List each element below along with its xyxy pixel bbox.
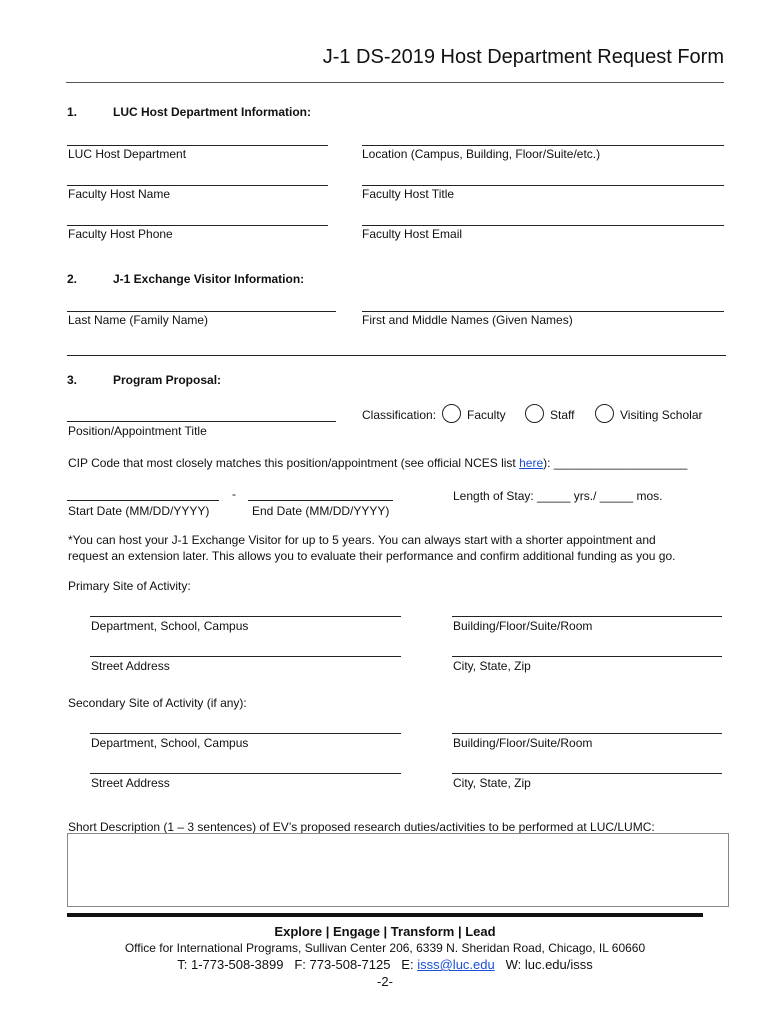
primary-site-label: Primary Site of Activity: xyxy=(68,579,191,593)
page-number: -2- xyxy=(377,974,393,989)
title-divider xyxy=(66,82,724,83)
footer-fax: F: 773-508-7125 xyxy=(294,957,391,972)
faculty-host-title-field[interactable] xyxy=(362,185,724,186)
last-name-label: Last Name (Family Name) xyxy=(68,313,209,327)
start-date-label: Start Date (MM/DD/YYYY) xyxy=(68,504,210,518)
primary-city-label: City, State, Zip xyxy=(453,659,531,673)
staff-option-label: Staff xyxy=(550,408,575,422)
faculty-host-name-label: Faculty Host Name xyxy=(68,187,171,201)
footer-divider xyxy=(67,913,703,917)
footer-email-label: E: xyxy=(401,957,414,972)
faculty-radio[interactable] xyxy=(442,404,461,423)
primary-department-field[interactable] xyxy=(90,616,401,617)
visiting-scholar-option-label: Visiting Scholar xyxy=(620,408,703,422)
secondary-site-label: Secondary Site of Activity (if any): xyxy=(68,696,247,710)
staff-radio[interactable] xyxy=(525,404,544,423)
nces-list-link[interactable]: here xyxy=(519,456,544,470)
cip-code-text: CIP Code that most closely matches this position/appointment (see official NCES list xyxy=(68,456,520,470)
short-description-label: Short Description (1 – 3 sentences) of EV’s proposed research duties/activities to be performed at LUC/LUMC: xyxy=(68,820,655,834)
section2-heading: J-1 Exchange Visitor Information: xyxy=(113,272,305,286)
secondary-city-label: City, State, Zip xyxy=(453,776,531,790)
secondary-building-field[interactable] xyxy=(452,733,722,734)
end-date-field[interactable] xyxy=(248,500,393,501)
faculty-host-email-label: Faculty Host Email xyxy=(362,227,463,241)
faculty-host-title-label: Faculty Host Title xyxy=(362,187,455,201)
visiting-scholar-radio[interactable] xyxy=(595,404,614,423)
secondary-street-field[interactable] xyxy=(90,773,401,774)
section3-heading: Program Proposal: xyxy=(113,373,222,387)
end-date-label: End Date (MM/DD/YYYY) xyxy=(252,504,390,518)
footer-phone: T: 1-773-508-3899 xyxy=(177,957,284,972)
short-description-textbox[interactable] xyxy=(67,833,729,907)
start-date-field[interactable] xyxy=(67,500,219,501)
host-department-field[interactable] xyxy=(67,145,328,146)
faculty-host-email-field[interactable] xyxy=(362,225,724,226)
primary-street-field[interactable] xyxy=(90,656,401,657)
last-name-field[interactable] xyxy=(67,311,336,312)
secondary-building-label: Building/Floor/Suite/Room xyxy=(453,736,593,750)
primary-building-field[interactable] xyxy=(452,616,722,617)
primary-building-label: Building/Floor/Suite/Room xyxy=(453,619,593,633)
location-label: Location (Campus, Building, Floor/Suite/etc.) xyxy=(362,147,601,161)
cip-code-line xyxy=(68,456,687,470)
faculty-host-phone-field[interactable] xyxy=(67,225,328,226)
secondary-city-field[interactable] xyxy=(452,773,722,774)
position-title-field[interactable] xyxy=(67,421,336,422)
secondary-street-label: Street Address xyxy=(91,776,170,790)
section2-divider xyxy=(67,355,726,356)
appointment-note-line1: *You can host your J-1 Exchange Visitor for up to 5 years. You can always start with a shorter appointment and xyxy=(68,533,656,547)
position-title-label: Position/Appointment Title xyxy=(68,424,207,438)
date-range-dash: - xyxy=(232,487,236,501)
faculty-host-phone-label: Faculty Host Phone xyxy=(68,227,173,241)
first-middle-name-label: First and Middle Names (Given Names) xyxy=(362,313,573,327)
secondary-department-label: Department, School, Campus xyxy=(91,736,249,750)
first-middle-name-field[interactable] xyxy=(362,311,724,312)
footer-contact xyxy=(0,957,770,972)
appointment-note-line2: request an extension later. This allows you to evaluate their performance and confirm additional funding as you go. xyxy=(68,549,676,563)
footer-tagline: Explore | Engage | Transform | Lead xyxy=(274,924,496,939)
faculty-option-label: Faculty xyxy=(467,408,506,422)
secondary-department-field[interactable] xyxy=(90,733,401,734)
location-field[interactable] xyxy=(362,145,724,146)
cip-code-blank[interactable]: ): ____________________ xyxy=(543,456,688,470)
primary-city-field[interactable] xyxy=(452,656,722,657)
host-department-label: LUC Host Department xyxy=(68,147,187,161)
classification-label: Classification: xyxy=(362,408,437,422)
footer-address: Office for International Programs, Sullivan Center 206, 6339 N. Sheridan Road, Chicago, IL 60660 xyxy=(124,941,646,955)
footer-email-link[interactable]: isss@luc.edu xyxy=(417,957,495,972)
primary-department-label: Department, School, Campus xyxy=(91,619,249,633)
footer-web: W: luc.edu/isss xyxy=(505,957,593,972)
length-of-stay[interactable]: Length of Stay: _____ yrs./ _____ mos. xyxy=(453,489,663,503)
section3-number: 3. xyxy=(67,373,78,387)
section2-number: 2. xyxy=(67,272,78,286)
form-title: J-1 DS-2019 Host Department Request Form xyxy=(322,46,724,68)
faculty-host-name-field[interactable] xyxy=(67,185,328,186)
section1-heading: LUC Host Department Information: xyxy=(113,105,311,119)
section1-number: 1. xyxy=(67,105,78,119)
primary-street-label: Street Address xyxy=(91,659,170,673)
